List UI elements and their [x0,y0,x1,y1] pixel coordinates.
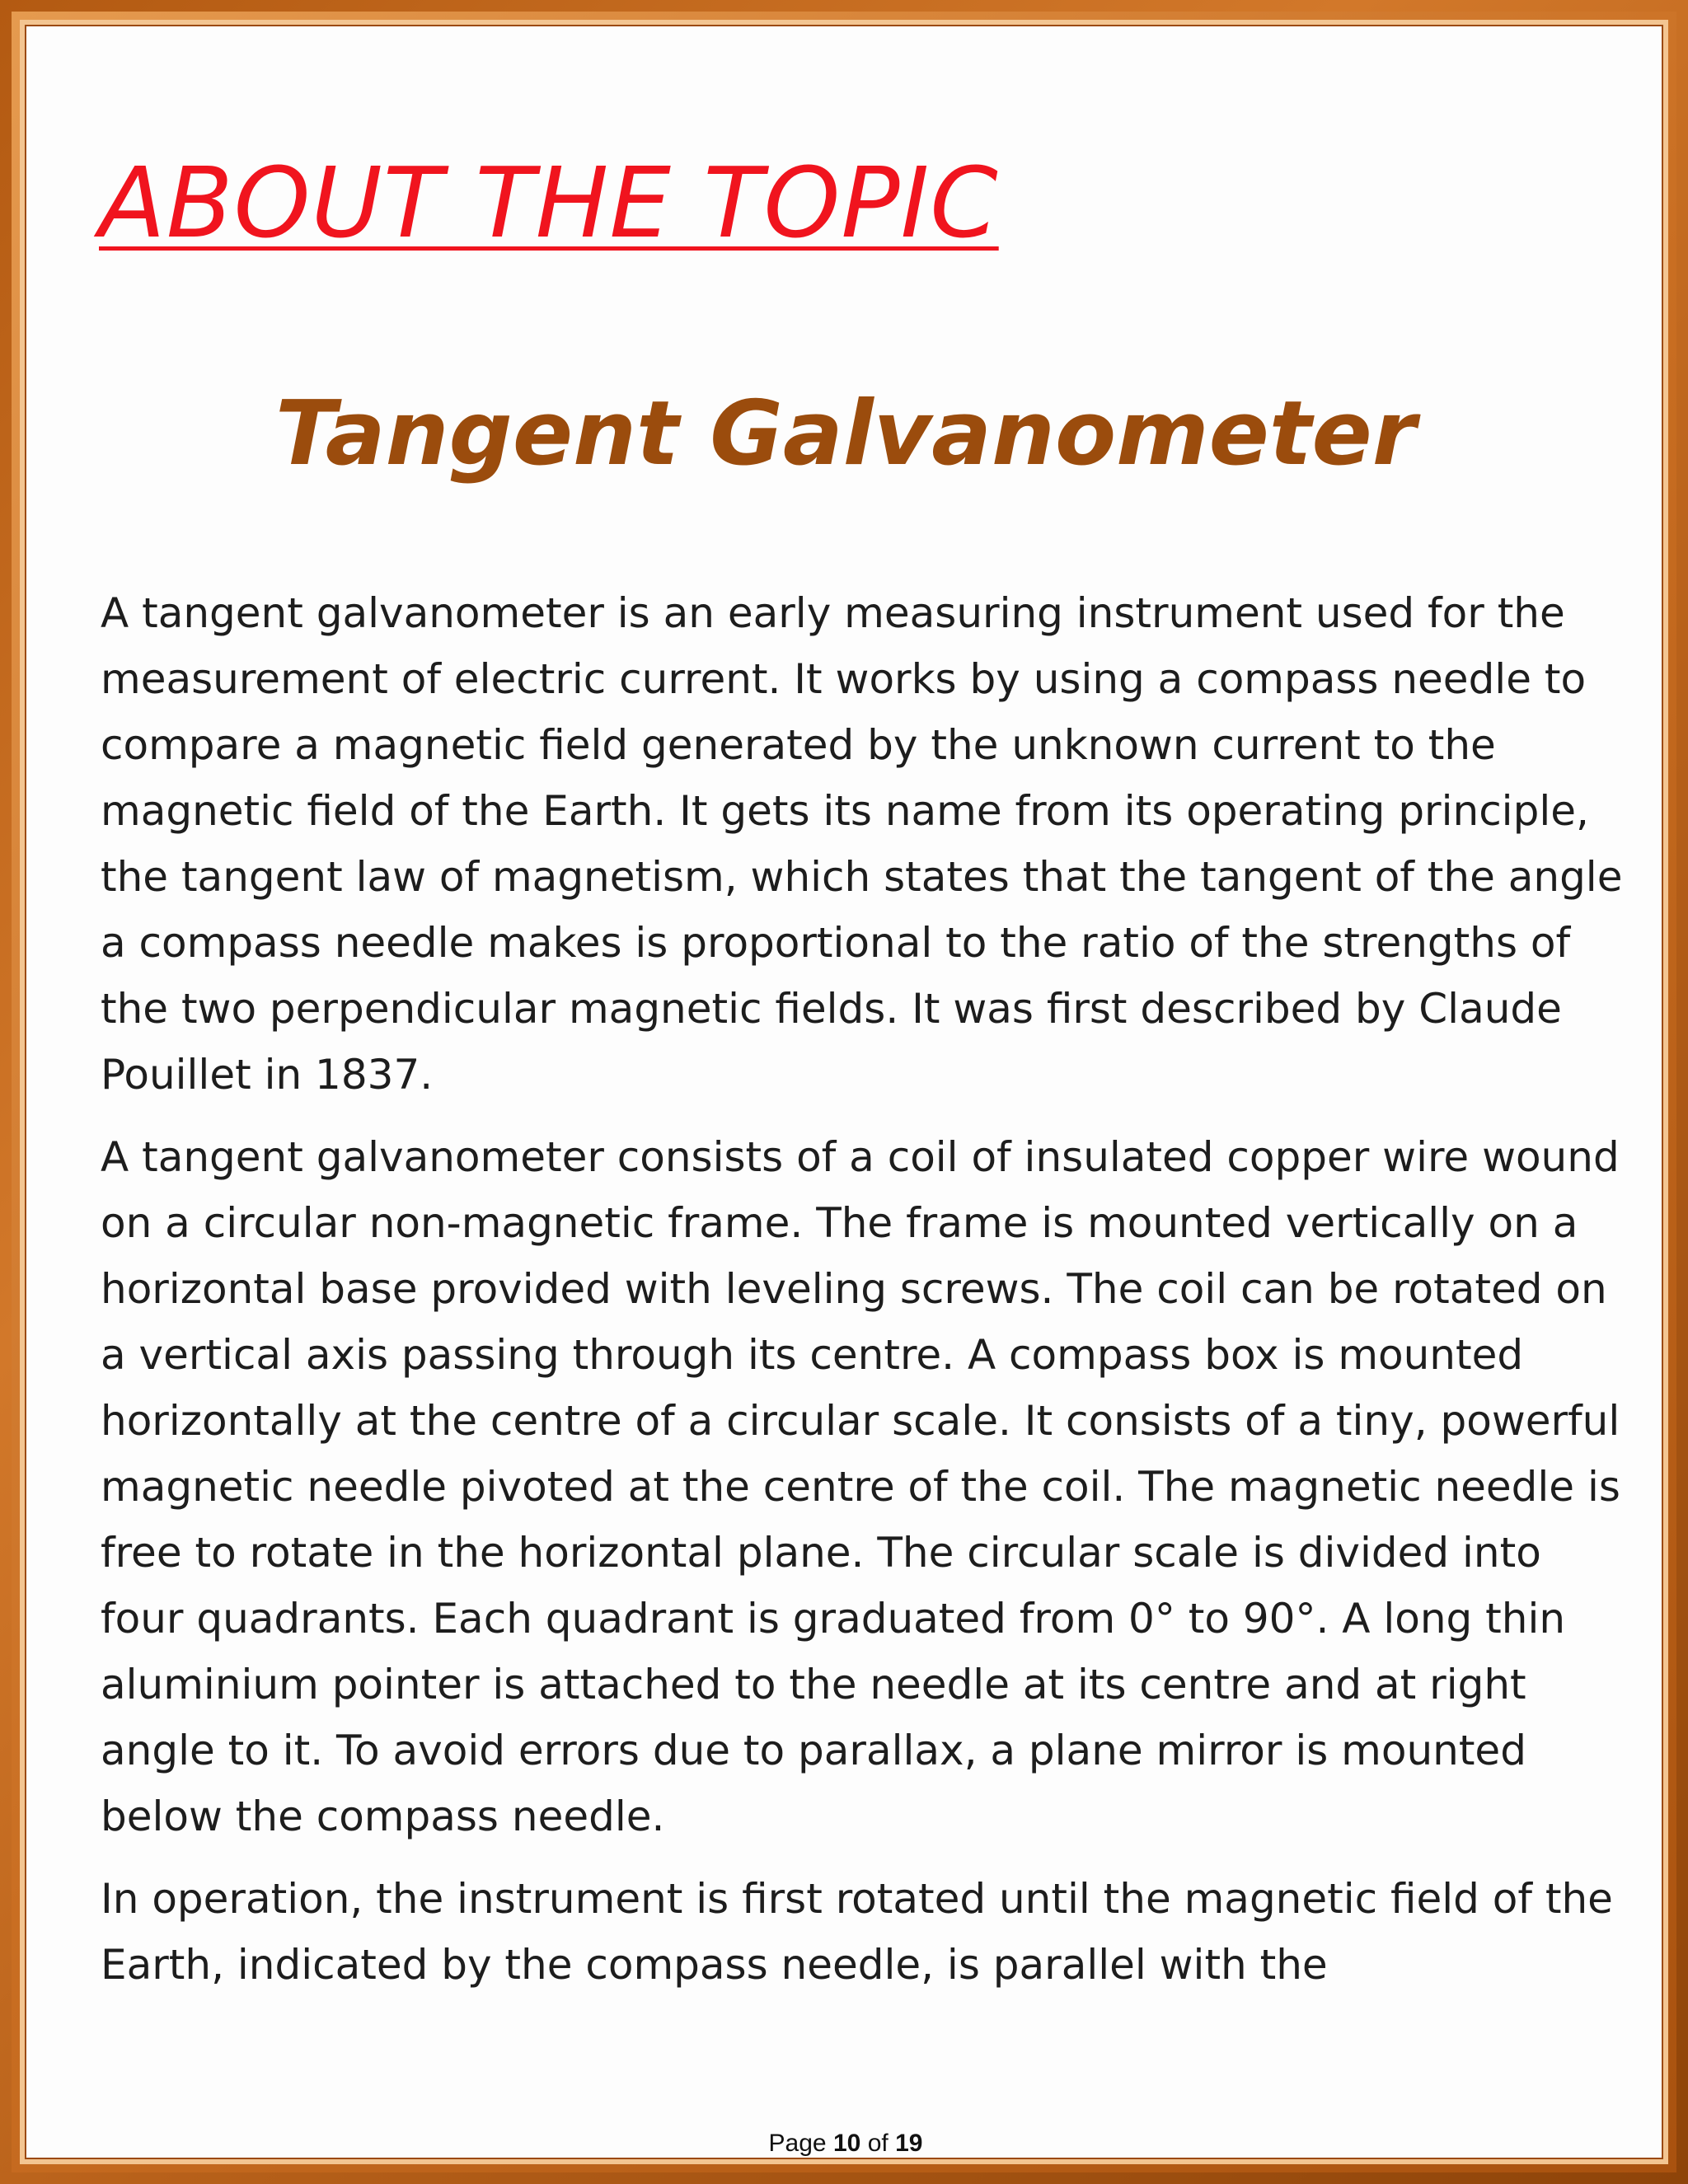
paragraph: A tangent galvanometer is an early measuring instrument used for the measurement of electric current. It works by using a compass needle to compare a magnetic field generated by the unknown current to the magnetic field of the Earth. It gets its name from its operating principle, the tangent law of magnetism, which states that the tangent of the angle a compass needle makes is proportional to the ratio of the strengths of the two perpendicular magnetic fields. It was first described by Claude Pouillet in 1837. [101,589,1623,1099]
section-heading: ABOUT THE TOPIC [99,146,999,260]
body-text [101,580,1634,2014]
paragraph: A tangent galvanometer consists of a coil of insulated copper wire wound on a circular non-magnetic frame. The frame is mounted vertically on a horizontal base provided with leveling screws. The coil can be rotated on a vertical axis passing through its centre. A compass box is mounted horizontally at the centre of a circular scale. It consists of a tiny, powerful magnetic needle pivoted at the centre of the coil. The magnetic needle is free to rotate in the horizontal plane. The circular scale is divided into four quadrants. Each quadrant is graduated from 0° to 90°. A long thin aluminium pointer is attached to the needle at its centre and at right angle to it. To avoid errors due to parallax, a plane mirror is mounted below the compass needle. [101,1133,1620,1840]
page-number-footer [26,2130,1665,2158]
page-label: Page [768,2130,827,2157]
paragraph: In operation, the instrument is first rotated until the magnetic field of the Earth, indicated by the compass needle, is parallel with the [101,1875,1613,1989]
total-page-count: 19 [895,2130,923,2157]
document-page [25,25,1663,2159]
document-title: Tangent Galvanometer [274,382,1417,485]
current-page-number: 10 [832,2130,861,2157]
page-separator: of [867,2130,889,2157]
